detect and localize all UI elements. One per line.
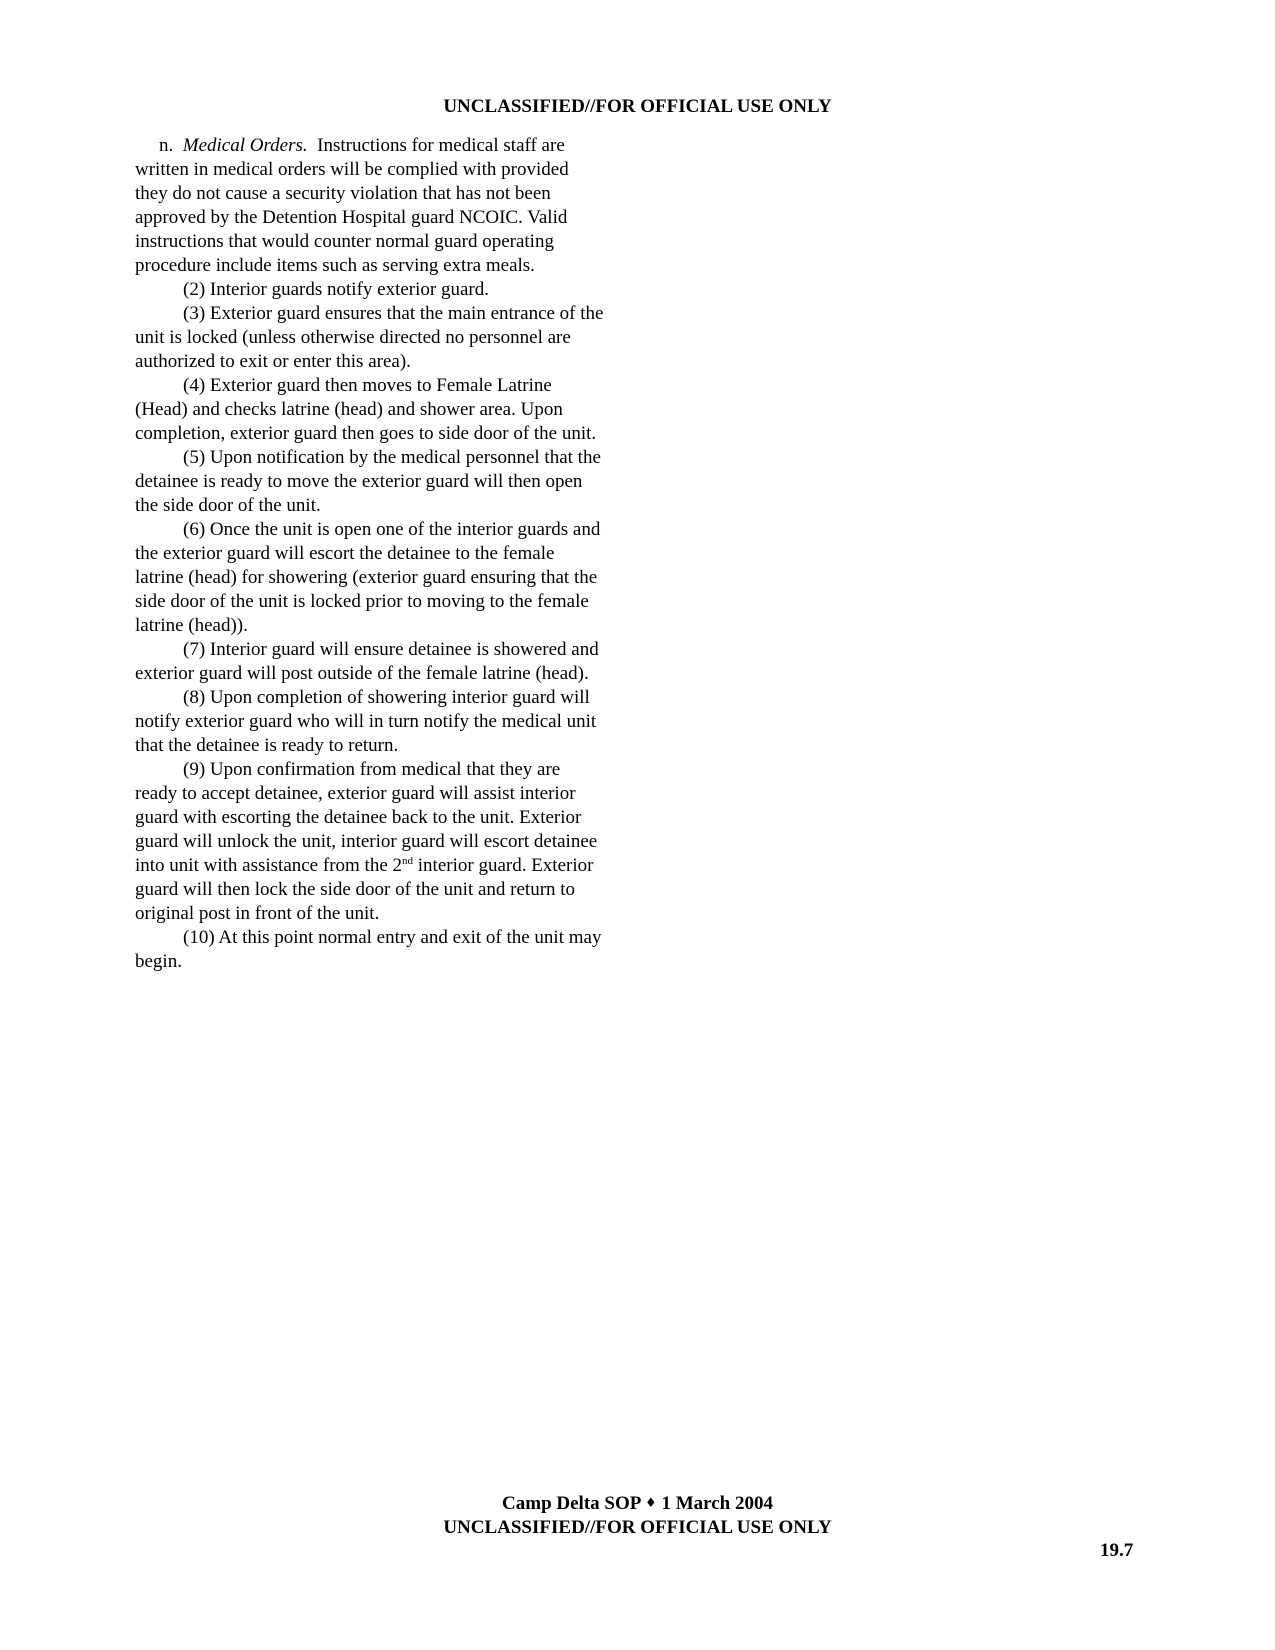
- section-marker: n.: [159, 135, 174, 156]
- footer-document-title: Camp Delta SOP: [502, 1493, 641, 1514]
- step-paragraph-3: (3) Exterior guard ensures that the main entrance of the unit is locked (unless otherwise directed no personnel are authorized to exit or enter this area).: [135, 303, 604, 372]
- step-paragraph-6: (6) Once the unit is open one of the interior guards and the exterior guard will escort the detainee to the female latrine (head) for showering (exterior guard ensuring that the side door of the unit is locked prior to moving to the female latrine (head)).: [135, 519, 601, 636]
- document-body: [135, 134, 605, 974]
- footer-document-line: [0, 1492, 1275, 1516]
- step-paragraph-9: [135, 758, 605, 926]
- step-9-text-after: interior guard. Exterior guard will then lock the side door of the unit and return to original post in front of the unit.: [135, 855, 594, 924]
- ordinal-superscript: nd: [402, 855, 414, 867]
- footer-classification: UNCLASSIFIED//FOR OFFICIAL USE ONLY: [443, 1517, 832, 1538]
- section-text: Instructions for medical staff are written in medical orders will be complied with provided they do not cause a security violation that has not been approved by the Detention Hospital guard NCOIC. Valid instructions that would counter normal guard operating procedure include items such as serving extra meals.: [135, 135, 569, 276]
- footer: [0, 1492, 1275, 1540]
- step-paragraph-5: (5) Upon notification by the medical personnel that the detainee is ready to move the exterior guard will then open the side door of the unit.: [135, 447, 601, 516]
- section-title: Medical Orders.: [182, 135, 308, 156]
- step-paragraph-2: (2) Interior guards notify exterior guard.: [183, 279, 490, 300]
- step-paragraph-8: (8) Upon completion of showering interior guard will notify exterior guard who will in turn notify the medical unit that the detainee is ready to return.: [135, 687, 597, 756]
- footer-separator-diamond: ♦: [645, 1496, 657, 1511]
- header-classification: UNCLASSIFIED//FOR OFFICIAL USE ONLY: [443, 96, 832, 117]
- footer-date: 1 March 2004: [661, 1493, 773, 1514]
- section-paragraph: [135, 134, 605, 278]
- step-paragraph-7: (7) Interior guard will ensure detainee is showered and exterior guard will post outside of the female latrine (head).: [135, 639, 599, 684]
- step-paragraph-10: (10) At this point normal entry and exit of the unit may begin.: [135, 927, 602, 972]
- step-9-text-before: (9) Upon confirmation from medical that they are ready to accept detainee, exterior guard will assist interior guard with escorting the detainee back to the unit. Exterior guard will unlock the unit, interior guard will escort detainee into unit with assistance from the 2: [135, 759, 598, 876]
- page-number: 19.7: [1100, 1540, 1134, 1561]
- step-paragraph-4: (4) Exterior guard then moves to Female Latrine (Head) and checks latrine (head) and shower area. Upon completion, exterior guard then goes to side door of the unit.: [135, 375, 597, 444]
